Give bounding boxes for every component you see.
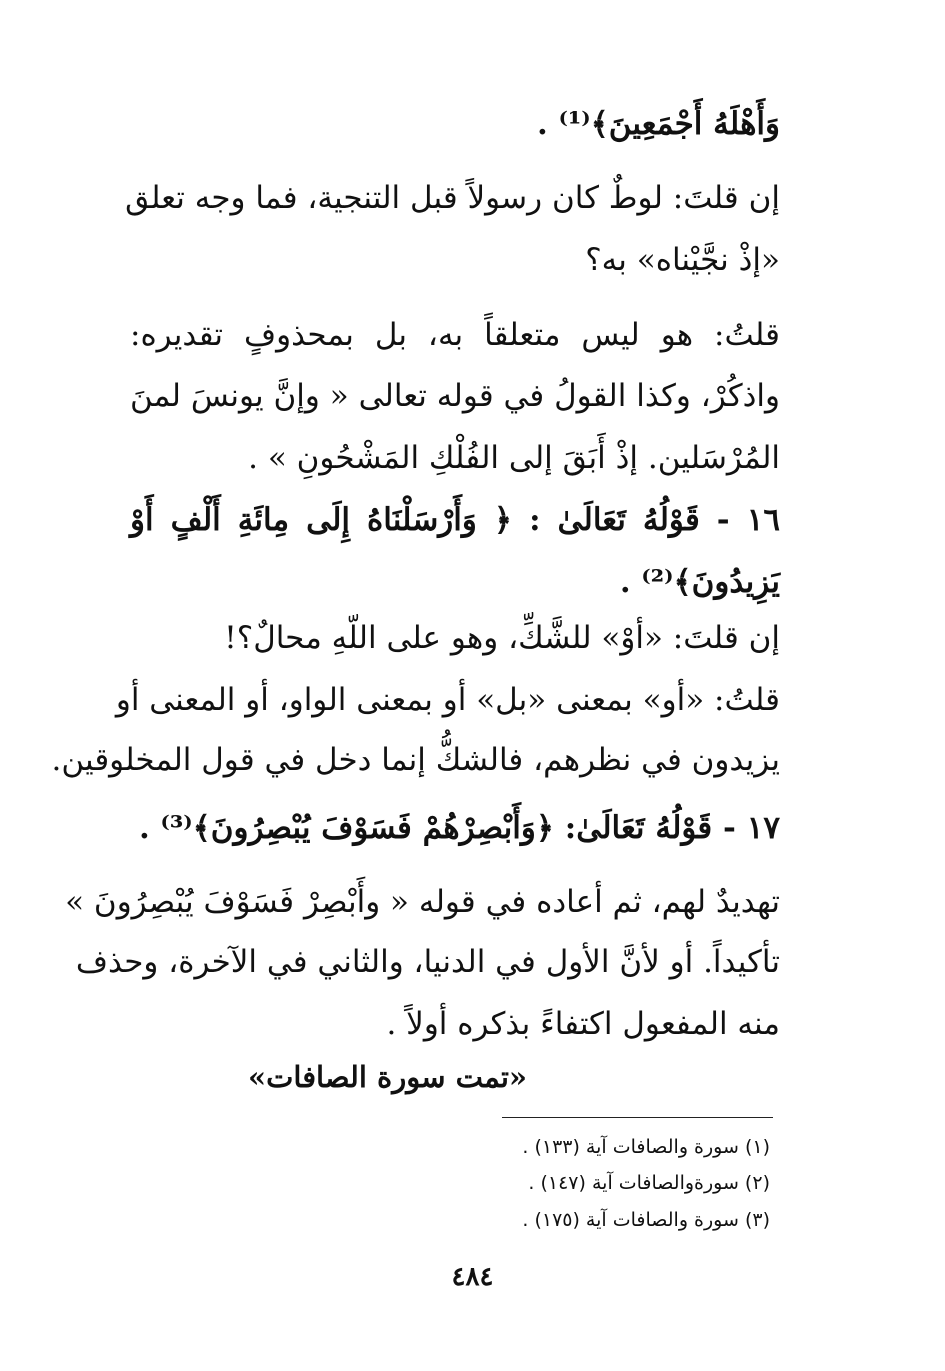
footnote-2: (٢) سورةوالصافات آية (١٤٧) . bbox=[528, 1172, 770, 1194]
page-number: ٤٨٤ bbox=[451, 1262, 494, 1292]
text-line-10: قلتُ: «أو» بمعنى «بل» أو بمعنى الواو، أو المعنى أو bbox=[115, 682, 780, 718]
text-line-6: المُرْسَلين. إذْ أَبَقَ إلى الفُلْكِ المَشْحُونِ » . bbox=[248, 440, 780, 476]
text-line-9: إن قلتَ: «أوْ» للشَّكِّ، وهو على اللّهِ محالٌ؟! bbox=[224, 620, 780, 656]
text-line-5: واذكُرْ، وكذا القولُ في قوله تعالى « وإنَّ يونسَ لمنَ bbox=[130, 378, 780, 414]
text-line-11: يزيدون في نظرهم، فالشكُّ إنما دخل في قول المخلوقين. bbox=[51, 742, 780, 778]
footnote-3: (٣) سورة والصافات آية (١٧٥) . bbox=[522, 1209, 770, 1231]
text-line-4: قلتُ: هو ليس متعلقاً به، بل بمحذوفٍ تقديره: bbox=[130, 317, 780, 353]
footnote-1: (١) سورة والصافات آية (١٣٣) . bbox=[522, 1136, 770, 1158]
text-line-15: منه المفعول اكتفاءً بذكره أولاً . bbox=[386, 1006, 780, 1042]
footnote-divider bbox=[502, 1117, 773, 1118]
text-line-14: تأكيداً. أو لأنَّ الأول في الدنيا، والثاني في الآخرة، وحذف bbox=[75, 944, 780, 980]
text-line-8: يَزِيدُونَ﴾⁽²⁾ . bbox=[619, 564, 780, 600]
text-line-1: وَأَهْلَهُ أَجْمَعِينَ﴾⁽¹⁾ . bbox=[536, 106, 780, 142]
text-line-12: ١٧ - قَوْلُهُ تَعَالَىٰ: ﴿وَأَبْصِرْهُمْ فَسَوْفَ يُبْصِرُونَ﴾⁽³⁾ . bbox=[138, 810, 780, 846]
closing-heading: «تمت سورة الصافات» bbox=[247, 1060, 528, 1094]
text-line-3: «إذْ نجَّيْناه» به؟ bbox=[585, 242, 780, 278]
text-line-2: إن قلتَ: لوطٌ كان رسولاً قبل التنجية، فما وجه تعلق bbox=[125, 180, 780, 216]
text-line-7: ١٦ - قَوْلُهُ تَعَالَىٰ : ﴿ وَأَرْسَلْنَاهُ إِلَى مِائَةِ أَلْفٍ أَوْ bbox=[130, 502, 780, 538]
text-line-13: تهديدٌ لهم، ثم أعاده في قوله « وأَبْصِرْ فَسَوْفَ يُبْصِرُونَ » bbox=[65, 884, 780, 920]
